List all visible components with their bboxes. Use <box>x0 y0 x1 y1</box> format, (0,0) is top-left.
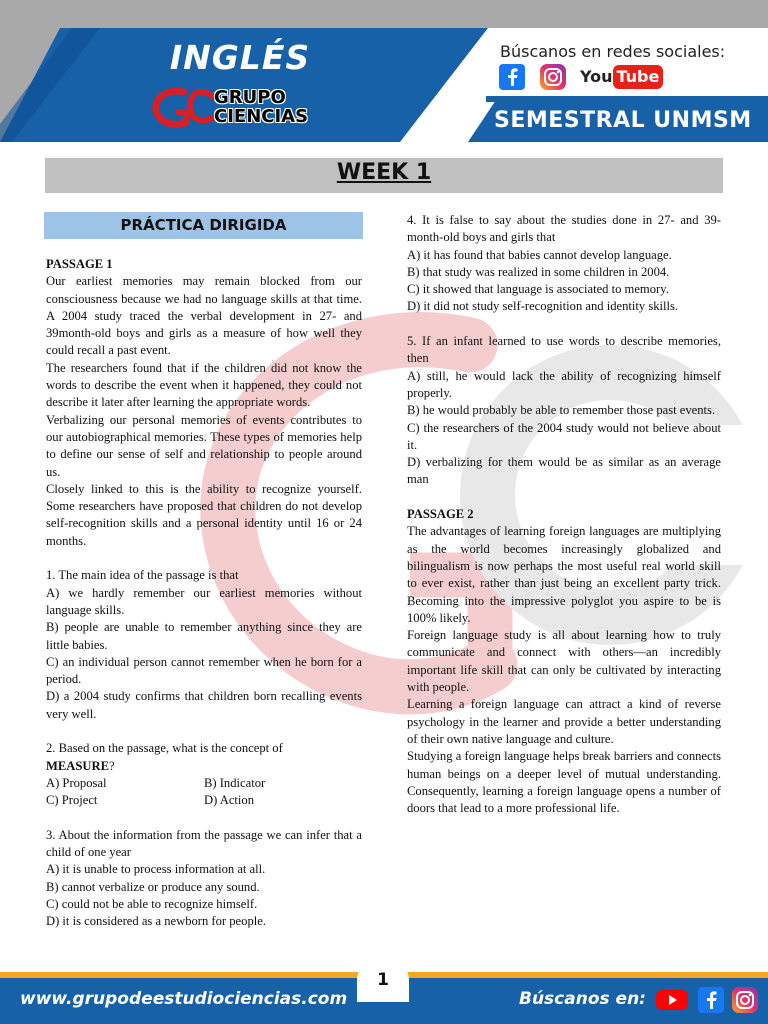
question-stem: 5. If an infant learned to use words to describe memories, then <box>407 334 721 366</box>
facebook-icon[interactable] <box>499 64 525 90</box>
logo-line-grupo: GRUPO <box>214 87 286 108</box>
section-title: PRÁCTICA DIRIGIDA <box>44 212 363 239</box>
grupo-ciencias-logo <box>150 86 310 130</box>
answer-option-b: B) people are unable to remember anything since they are little babies. <box>46 620 362 652</box>
subject-title: INGLÉS <box>169 38 311 77</box>
facebook-icon[interactable] <box>698 987 724 1013</box>
answer-option-d: D) Action <box>204 793 255 808</box>
answer-option-c: C) the researchers of the 2004 study would not believe about it. <box>407 420 721 452</box>
youtube-wordmark: You <box>580 67 613 86</box>
passage2-paragraph: Learning a foreign language can attract a kind of reverse psychology in the learner and provide a better understanding of their own native language and culture. <box>407 697 721 746</box>
answer-option-a: A) Proposal <box>46 775 107 790</box>
youtube-icon[interactable] <box>580 64 663 90</box>
question-stem <box>46 740 362 775</box>
question-keyword: MEASURE <box>46 758 109 773</box>
passage1-paragraph: The researchers found that if the children did not know the words to describe the event when it happened, they could not describe it later after learning the appropriate words. <box>46 360 362 410</box>
answer-option-c: C) could not be able to recognize himself. <box>46 896 258 911</box>
passage2-paragraph: The advantages of learning foreign languages are multiplying as the world becomes increasingly globalized and bilingualism is now perhaps the most useful real world skill to ever exist, rather than just being an excellent party trick. Becoming into the impressive polyglot you aspire to be is 100% likely. <box>407 524 721 625</box>
answer-option-d: D) it did not study self-recognition and identity skills. <box>407 299 679 314</box>
passage1-paragraph: Verbalizing our personal memories of events contributes to our autobiographical memories. These types of memories help to define our sense of self and relationship to people around us. <box>46 412 362 479</box>
passage1-paragraph: Closely linked to this is the ability to recognize yourself. Some researchers have proposed that children do not develop self-recognition skills and a personal identity until 16 or 24 months. <box>46 481 362 548</box>
answer-option-a: A) still, he would lack the ability of recognizing himself properly. <box>407 368 721 400</box>
answer-option-b: B) that study was realized in some children in 2004. <box>407 264 670 279</box>
passage2-title: PASSAGE 2 <box>407 507 474 522</box>
logo-line-ciencias: CIENCIAS <box>214 106 309 127</box>
week-title: WEEK 1 <box>336 160 432 185</box>
footer-social-label: Búscanos en: <box>519 989 646 1009</box>
instagram-icon[interactable] <box>732 987 758 1013</box>
question-4 <box>407 212 721 316</box>
left-column <box>46 256 362 931</box>
passage2-paragraph: Foreign language study is all about learning how to truly communicate and connect with others—an incredibly important life skill that can only be cultivated by interacting with people. <box>407 628 721 695</box>
passage1-title: PASSAGE 1 <box>46 257 113 271</box>
answer-option-d: D) verbalizing for them would be as similar as an average man <box>407 455 721 487</box>
page-number: 1 <box>357 958 409 1002</box>
youtube-icon[interactable] <box>656 987 688 1013</box>
answer-option-b: B) cannot verbalize or produce any sound. <box>46 879 260 894</box>
answer-option-b: B) Indicator <box>204 775 266 790</box>
question-1 <box>46 567 362 723</box>
passage2-paragraph: Studying a foreign language helps break barriers and connects human beings on a deeper level of mutual understanding. Consequently, learning a foreign language opens a number of doors that lead to a more professional life. <box>407 749 721 816</box>
answer-option-d: D) it is considered as a newborn for people. <box>46 914 266 929</box>
answer-option-d: D) a 2004 study confirms that children born recalling events very well. <box>46 689 362 721</box>
website-link[interactable]: www.grupodeestudiociencias.com <box>20 989 348 1009</box>
answer-option-c: C) an individual person cannot remember when he born for a period. <box>46 654 362 687</box>
gc-logo-icon <box>150 86 216 130</box>
question-stem-text: 2. Based on the passage, what is the concept of <box>46 741 283 756</box>
answer-option-c: C) Project <box>46 793 98 808</box>
instagram-icon[interactable] <box>540 64 566 90</box>
answer-option-c: C) it showed that language is associated to memory. <box>407 282 669 297</box>
answer-option-b: B) he would probably be able to remember those past events. <box>407 403 716 418</box>
answer-option-a: A) it is unable to process information at all. <box>46 862 266 877</box>
right-column <box>407 212 721 817</box>
question-stem-end: ? <box>108 758 115 773</box>
question-2 <box>46 740 362 809</box>
question-stem: 3. About the information from the passage we can infer that a child of one year <box>46 827 362 860</box>
passage1-paragraph: Our earliest memories may remain blocked from our consciousness because we had no language skills at that time. A 2004 study traced the verbal development in 27- and 39month-old boys and girls as a measure of how well they could recall a past event. <box>46 274 362 358</box>
social-title: Búscanos en redes sociales: <box>500 42 726 61</box>
question-5 <box>407 333 721 489</box>
question-stem: 1. The main idea of the passage is that <box>46 568 239 583</box>
answer-option-a: A) it has found that babies cannot develop language. <box>407 247 672 262</box>
header-gray-band <box>0 0 768 28</box>
program-title: SEMESTRAL UNMSM <box>494 108 752 133</box>
youtube-tube-badge: Tube <box>613 65 664 89</box>
week-bar <box>45 158 723 193</box>
answer-option-a: A) we hardly remember our earliest memories without language skills. <box>46 585 362 617</box>
question-stem: 4. It is false to say about the studies done in 27- and 39-month-old boys and girls that <box>407 213 721 245</box>
question-3 <box>46 827 362 931</box>
